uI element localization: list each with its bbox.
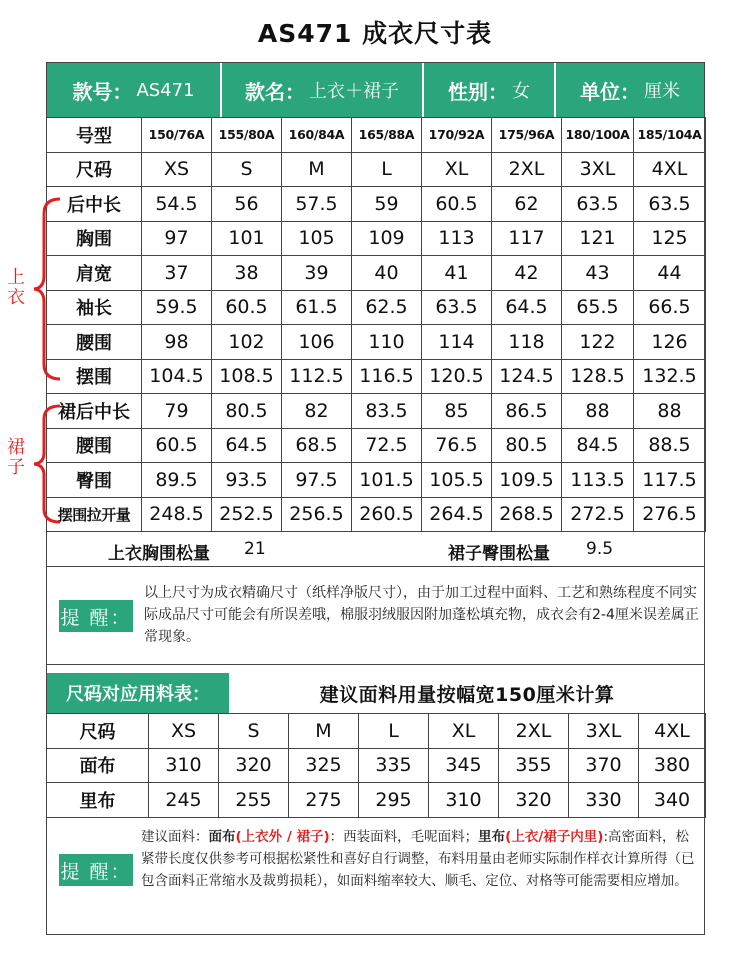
fabric-value: 370 (569, 748, 639, 783)
size-cell: XS (142, 152, 212, 187)
size-cell: 2XL (492, 152, 562, 187)
measurement-value: 37 (142, 256, 212, 291)
style-no-value: AS471 (136, 79, 195, 101)
fabric-value: 255 (219, 783, 289, 818)
measurement-value: 256.5 (282, 497, 352, 532)
unit-key: 单位： (580, 79, 640, 104)
measurement-value: 101.5 (352, 463, 422, 498)
fabric-value: 330 (569, 783, 639, 818)
size-cell: XL (422, 152, 492, 187)
type-cell: 155/80A (212, 118, 282, 153)
measurement-value: 72.5 (352, 428, 422, 463)
top-ease-value: 21 (244, 539, 266, 559)
note2-label: 提 醒： (59, 854, 133, 886)
style-no-cell (47, 63, 222, 117)
measurement-value: 102 (212, 325, 282, 360)
note-label: 提 醒： (59, 600, 133, 632)
fabric-value: 380 (639, 748, 706, 783)
measurement-value: 248.5 (142, 497, 212, 532)
measurement-value: 122 (562, 325, 634, 360)
fabric-title: 建议面料用量按幅宽150厘米计算 (319, 683, 615, 706)
ease-row (46, 533, 705, 567)
measurement-value: 108.5 (212, 359, 282, 394)
measurement-label: 腰围 (47, 325, 142, 360)
type-cell: 180/100A (562, 118, 634, 153)
note2-face-scope: (上衣外 / 裙子) (235, 829, 330, 845)
style-no-key: 款号： (72, 79, 133, 104)
measurement-row (47, 221, 706, 256)
measurement-value: 59 (352, 187, 422, 222)
fabric-value: 345 (429, 748, 499, 783)
measurement-value: 97.5 (282, 463, 352, 498)
gender-key: 性别： (448, 79, 508, 104)
measurement-value: 82 (282, 394, 352, 429)
measurement-value: 276.5 (634, 497, 706, 532)
gender-cell (424, 63, 556, 117)
top-bracket (24, 196, 64, 382)
measurement-value: 117.5 (634, 463, 706, 498)
measurement-value: 63.5 (634, 187, 706, 222)
measurement-value: 60.5 (422, 187, 492, 222)
note2-body: :高密面料，松紧带长度仅供参考可根据松紧性和喜好自行调整，布料用量由老师实际制作样衣计算所得（已包含面料正常缩水及裁剪损耗），如面料缩率较大、顺毛、定位、对格等可能需要相应增加。 (141, 829, 695, 889)
measurement-value: 60.5 (142, 428, 212, 463)
measurement-value: 63.5 (422, 290, 492, 325)
measurement-value: 85 (422, 394, 492, 429)
skirt-bracket (24, 403, 64, 525)
fabric-tag: 尺码对应用料表： (47, 673, 229, 713)
size-cell: 3XL (562, 152, 634, 187)
skirt-side-label: 裙子 (7, 437, 25, 478)
measurement-label: 胸围 (47, 221, 142, 256)
measurement-value: 62.5 (352, 290, 422, 325)
measurement-label: 摆围 (47, 359, 142, 394)
measurement-value: 109.5 (492, 463, 562, 498)
type-row-header: 号型 (47, 118, 142, 153)
fabric-size-cell: L (359, 714, 429, 749)
measurement-value: 97 (142, 221, 212, 256)
fabric-size-cell: S (219, 714, 289, 749)
measurement-value: 252.5 (212, 497, 282, 532)
fabric-value: 320 (219, 748, 289, 783)
measurement-value: 76.5 (422, 428, 492, 463)
fabric-value: 275 (289, 783, 359, 818)
measurement-value: 260.5 (352, 497, 422, 532)
measurement-row (47, 463, 706, 498)
measurement-value: 113 (422, 221, 492, 256)
measurement-value: 60.5 (212, 290, 282, 325)
measurement-value: 63.5 (562, 187, 634, 222)
style-name-cell (222, 63, 424, 117)
size-table (46, 117, 706, 532)
fabric-size-cell: 3XL (569, 714, 639, 749)
measurement-value: 57.5 (282, 187, 352, 222)
type-cell: 170/92A (422, 118, 492, 153)
measurement-value: 105 (282, 221, 352, 256)
measurement-row (47, 394, 706, 429)
measurement-value: 88 (562, 394, 634, 429)
measurement-value: 132.5 (634, 359, 706, 394)
measurement-value: 268.5 (492, 497, 562, 532)
measurement-row (47, 428, 706, 463)
fabric-value: 295 (359, 783, 429, 818)
skirt-ease-value: 9.5 (586, 539, 614, 559)
measurement-value: 80.5 (212, 394, 282, 429)
measurement-value: 88.5 (634, 428, 706, 463)
size-code-row (47, 152, 706, 187)
fabric-size-cell: 2XL (499, 714, 569, 749)
fabric-row-label: 面布 (47, 748, 149, 783)
note2-intro: 建议面料： (141, 829, 209, 845)
measurement-label: 袖长 (47, 290, 142, 325)
measurement-value: 38 (212, 256, 282, 291)
measurement-value: 105.5 (422, 463, 492, 498)
measurement-value: 110 (352, 325, 422, 360)
measurement-value: 264.5 (422, 497, 492, 532)
style-name-key: 款名： (245, 79, 305, 104)
fabric-row (47, 783, 706, 818)
measurement-value: 39 (282, 256, 352, 291)
measurement-value: 54.5 (142, 187, 212, 222)
measurement-value: 62 (492, 187, 562, 222)
measurement-label: 裙后中长 (47, 394, 142, 429)
fabric-value: 340 (639, 783, 706, 818)
measurement-row (47, 497, 706, 532)
measurement-value: 126 (634, 325, 706, 360)
measurement-value: 124.5 (492, 359, 562, 394)
measurement-value: 113.5 (562, 463, 634, 498)
measurement-value: 80.5 (492, 428, 562, 463)
measurement-value: 272.5 (562, 497, 634, 532)
note-text: 以上尺寸为成衣精确尺寸（纸样净版尺寸），由于加工过程中面料、工艺和熟练程度不同实际成品尺寸可能会有所误差哦，棉服羽绒服因附加蓬松填充物，成衣会有2-4厘米误差属正常现象。 (144, 585, 699, 645)
measurement-value: 109 (352, 221, 422, 256)
measurement-value: 65.5 (562, 290, 634, 325)
measurement-value: 93.5 (212, 463, 282, 498)
measurement-value: 89.5 (142, 463, 212, 498)
type-cell: 175/96A (492, 118, 562, 153)
fabric-value: 325 (289, 748, 359, 783)
measurement-value: 40 (352, 256, 422, 291)
measurement-value: 41 (422, 256, 492, 291)
measurement-value: 120.5 (422, 359, 492, 394)
measurement-value: 64.5 (212, 428, 282, 463)
size-type-row (47, 118, 706, 153)
measurement-value: 68.5 (282, 428, 352, 463)
measurement-row (47, 325, 706, 360)
fabric-value: 320 (499, 783, 569, 818)
measurement-value: 112.5 (282, 359, 352, 394)
fabric-size-cell: 4XL (639, 714, 706, 749)
fabric-size-row (47, 714, 706, 749)
skirt-ease-label: 裙子臀围松量 (448, 544, 550, 564)
measurement-row (47, 187, 706, 222)
fabric-value: 310 (149, 748, 219, 783)
measurement-label: 摆围拉开量 (47, 497, 142, 532)
unit-value: 厘米 (644, 81, 680, 102)
style-name-value: 上衣＋裙子 (309, 81, 399, 102)
size-cell: L (352, 152, 422, 187)
fabric-value: 355 (499, 748, 569, 783)
measurement-value: 43 (562, 256, 634, 291)
fabric-size-cell: XL (429, 714, 499, 749)
note2-face-fabric: 面布 (208, 829, 236, 845)
top-ease-label: 上衣胸围松量 (108, 544, 210, 564)
measurement-value: 44 (634, 256, 706, 291)
fabric-size-header: 尺码 (47, 714, 149, 749)
measurement-value: 106 (282, 325, 352, 360)
measurement-label: 腰围 (47, 428, 142, 463)
fabric-row-label: 里布 (47, 783, 149, 818)
measurement-value: 125 (634, 221, 706, 256)
measurement-value: 116.5 (352, 359, 422, 394)
unit-cell (556, 63, 704, 117)
measurement-row (47, 290, 706, 325)
type-cell: 150/76A (142, 118, 212, 153)
note2-lining: 里布 (478, 829, 506, 845)
gender-value: 女 (512, 81, 530, 102)
measurement-value: 84.5 (562, 428, 634, 463)
fabric-row (47, 748, 706, 783)
measurement-label: 后中长 (47, 187, 142, 222)
fabric-size-cell: XS (149, 714, 219, 749)
type-cell: 165/88A (352, 118, 422, 153)
fabric-table (46, 713, 706, 818)
fabric-value: 245 (149, 783, 219, 818)
measurement-value: 104.5 (142, 359, 212, 394)
measurement-value: 118 (492, 325, 562, 360)
note2-face-desc: ：西装面料，毛呢面料； (329, 829, 479, 845)
type-cell: 160/84A (282, 118, 352, 153)
page-title: AS471 成衣尺寸表 (257, 19, 493, 48)
fabric-size-cell: M (289, 714, 359, 749)
measurement-value: 117 (492, 221, 562, 256)
note2-lining-scope: (上衣/裙子内里) (505, 829, 604, 845)
measurement-row (47, 256, 706, 291)
top-side-label: 上衣 (7, 267, 25, 308)
measurement-label: 肩宽 (47, 256, 142, 291)
measurement-value: 86.5 (492, 394, 562, 429)
measurement-value: 101 (212, 221, 282, 256)
note2-text (141, 826, 701, 892)
measurement-value: 56 (212, 187, 282, 222)
measurement-row (47, 359, 706, 394)
measurement-value: 114 (422, 325, 492, 360)
measurement-value: 79 (142, 394, 212, 429)
measurement-value: 88 (634, 394, 706, 429)
fabric-value: 310 (429, 783, 499, 818)
measurement-value: 61.5 (282, 290, 352, 325)
measurement-value: 128.5 (562, 359, 634, 394)
size-cell: S (212, 152, 282, 187)
measurement-value: 66.5 (634, 290, 706, 325)
measurement-value: 59.5 (142, 290, 212, 325)
measurement-label: 臀围 (47, 463, 142, 498)
measurement-value: 98 (142, 325, 212, 360)
size-cell: 4XL (634, 152, 706, 187)
size-row-header: 尺码 (47, 152, 142, 187)
measurement-value: 64.5 (492, 290, 562, 325)
size-cell: M (282, 152, 352, 187)
measurement-value: 42 (492, 256, 562, 291)
measurement-value: 83.5 (352, 394, 422, 429)
info-band (47, 63, 704, 117)
measurement-value: 121 (562, 221, 634, 256)
fabric-value: 335 (359, 748, 429, 783)
type-cell: 185/104A (634, 118, 706, 153)
